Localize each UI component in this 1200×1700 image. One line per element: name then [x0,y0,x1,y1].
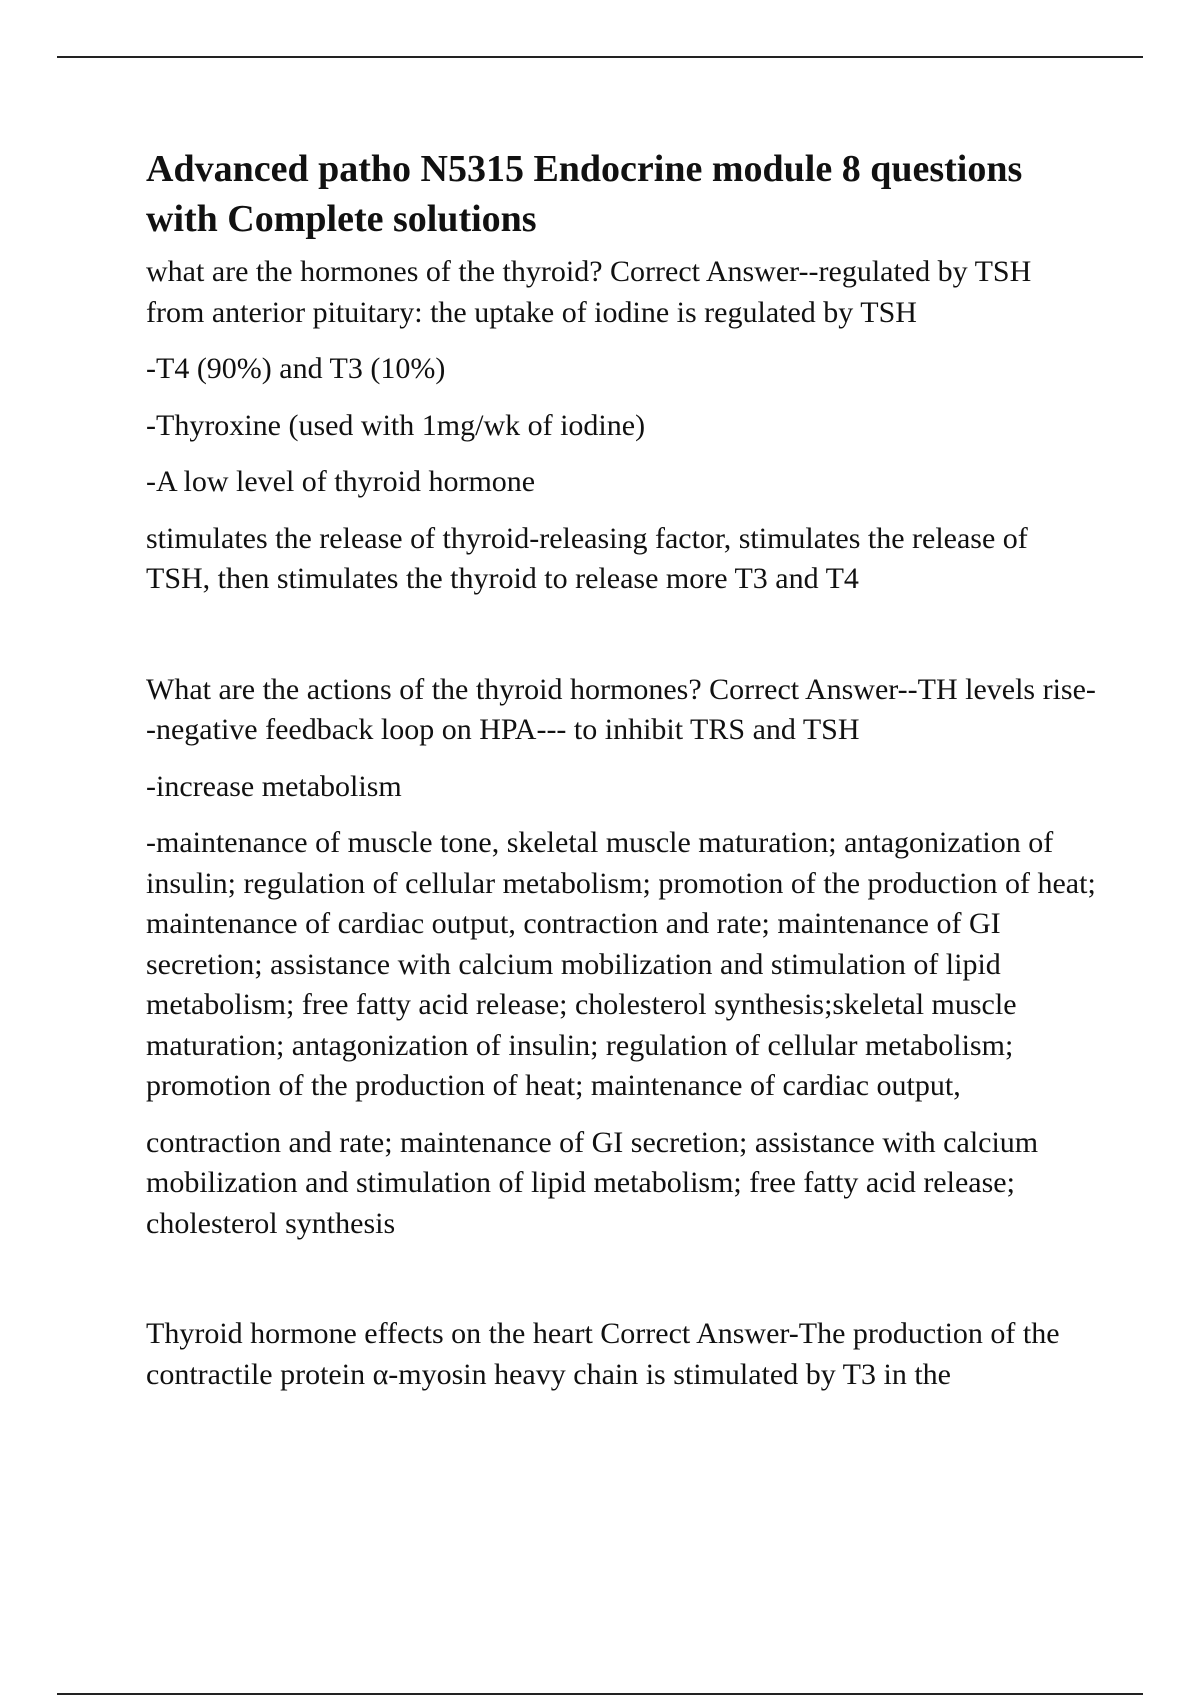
paragraph: -increase metabolism [146,769,402,803]
paragraph: -T4 (90%) and T3 (10%) [146,352,446,385]
paragraph: What are the actions of the thyroid hormones? Correct Answer--TH levels rise--negative feedback loop on HPA--- to inhibit TRS and TSH [146,672,1096,746]
paragraph: what are the hormones of the thyroid? Correct Answer--regulated by TSH from anterior pituitary: the uptake of iodine is regulated by TSH [146,255,1032,329]
bottom-rule [57,1693,1143,1695]
document-title: Advanced patho N5315 Endocrine module 8 questions with Complete solutions [146,148,1023,240]
paragraph: -Thyroxine (used with 1mg/wk of iodine) [146,408,646,442]
paragraph: -A low level of thyroid hormone [146,465,536,498]
top-rule [57,56,1143,58]
paragraph: contraction and rate; maintenance of GI secretion; assistance with calcium mobilization and stimulation of lipid metabolism; free fatty acid release; cholesterol synthesis [146,1125,1039,1240]
paragraph: Thyroid hormone effects on the heart Correct Answer-The production of the contractile protein α-myosin heavy chain is stimulated by T3 in the [146,1317,1060,1391]
section-gap [146,616,1096,670]
document-content [146,144,1096,1411]
section-gap [146,1260,1096,1314]
paragraph: -maintenance of muscle tone, skeletal muscle maturation; antagonization of insulin; regulation of cellular metabolism; promotion of the production of heat; maintenance of cardiac output, contraction and rate; maintenance of GI secretion; assistance with calcium mobilization and stimulation of lipid metabolism; free fatty acid release; cholesterol synthesis;skeletal muscle maturation; antagonization of insulin; regulation of cellular metabolism; promotion of the production of heat; maintenance of cardiac output, [146,826,1096,1102]
paragraph: stimulates the release of thyroid-releasing factor, stimulates the release of TSH, then stimulates the thyroid to release more T3 and T4 [146,521,1028,595]
